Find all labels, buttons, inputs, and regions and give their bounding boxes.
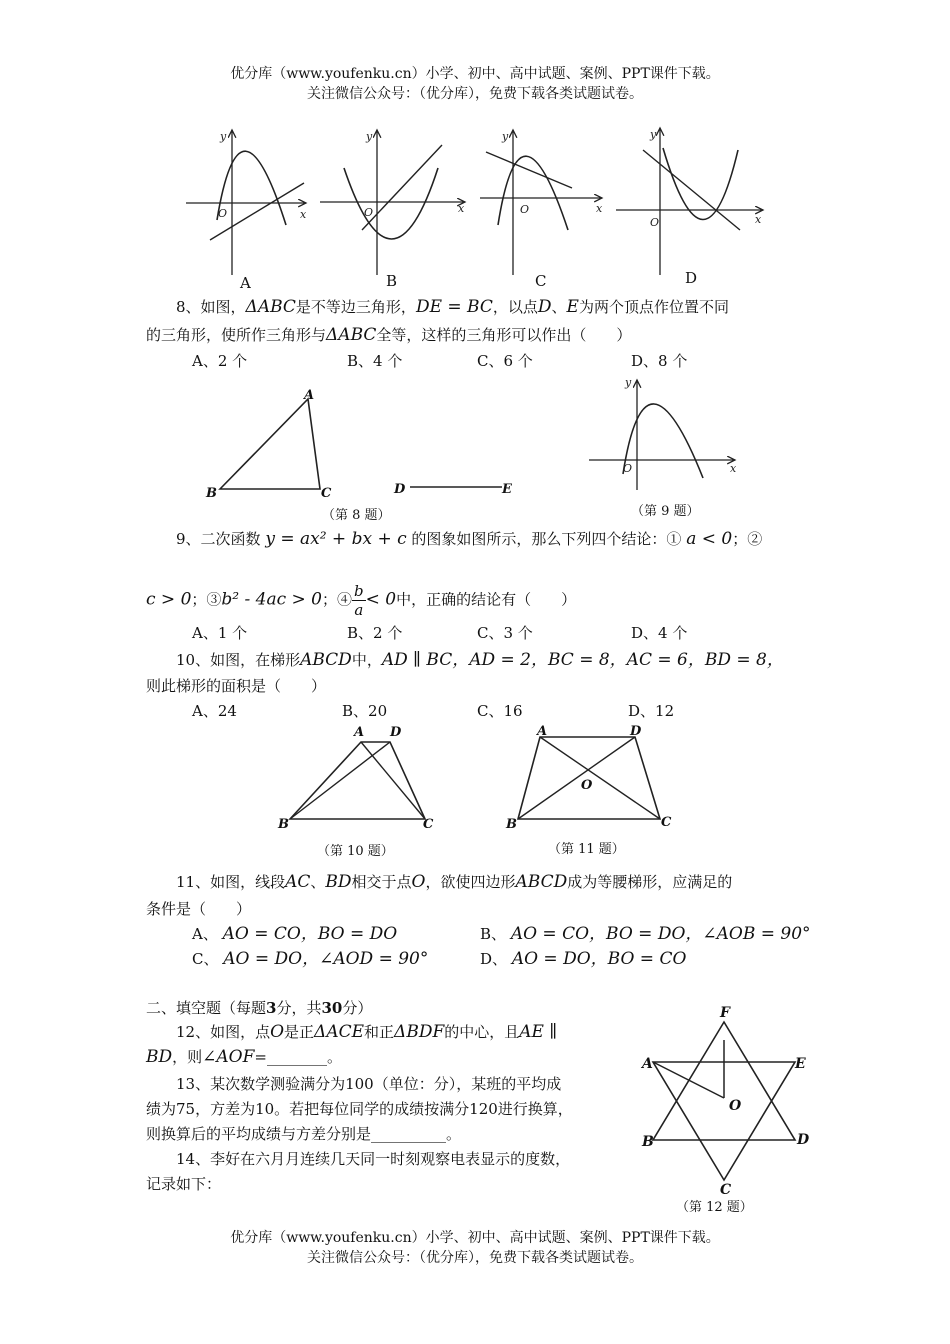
q11-pt-a: A — [537, 724, 548, 739]
q12-pt-a: A — [642, 1056, 653, 1072]
q10-caption: （第 10 题） — [317, 844, 394, 859]
q7-graph-d — [616, 128, 763, 275]
q7-label-a: A — [240, 274, 251, 292]
q8-option-c[interactable]: C、6 个 — [477, 352, 533, 370]
q8-pt-b: B — [206, 486, 217, 501]
q9-figure — [585, 372, 745, 492]
q8-option-b[interactable]: B、4 个 — [347, 352, 403, 370]
q9-option-b[interactable]: B、2 个 — [347, 624, 403, 642]
q7-graph-c — [480, 130, 602, 275]
q7-d-y-label: y — [650, 128, 657, 141]
q7-c-y-label: y — [502, 130, 509, 143]
q10-line-2: 则此梯形的面积是（ ） — [146, 677, 327, 695]
q10-pt-b: B — [278, 817, 289, 832]
q12-figure — [640, 1000, 815, 1200]
q7-a-x-label: x — [300, 208, 307, 221]
q7-c-origin: O — [520, 203, 530, 216]
q8-option-a[interactable]: A、2 个 — [192, 352, 248, 370]
q10-pt-d: D — [390, 725, 402, 740]
q7-graph-a — [186, 130, 306, 275]
q10-option-c[interactable]: C、16 — [477, 702, 523, 720]
q11-option-a[interactable]: A、 AO = CO，BO = DO — [192, 924, 398, 944]
q10-option-d[interactable]: D、12 — [628, 702, 675, 720]
q7-d-origin: O — [650, 216, 660, 229]
q8-pt-c: C — [321, 486, 332, 501]
q7-label-b: B — [386, 272, 398, 290]
page-footer — [0, 1228, 950, 1268]
q11-line-1: 11、如图，线段AC、BD相交于点O，欲使四边形ABCD成为等腰梯形，应满足的 — [176, 872, 733, 892]
q7-b-origin: O — [364, 206, 374, 219]
q9-option-a[interactable]: A、1 个 — [192, 624, 248, 642]
q8-option-d[interactable]: D、8 个 — [631, 352, 688, 370]
q7-c-x-label: x — [596, 202, 603, 215]
q8-line-1: 8、如图，ΔABC是不等边三角形，DE = BC，以点D、E为两个顶点作位置不同 — [176, 297, 729, 317]
q7-graph-b — [320, 130, 465, 275]
q9-fraction: $\frac{b}{a}$ — [354, 582, 364, 619]
q12-pt-c: C — [720, 1182, 732, 1198]
q7-d-x-label: x — [755, 213, 762, 226]
q13-line-2: 绩为75，方差为10。若把每位同学的成绩按满分120进行换算， — [146, 1100, 573, 1118]
q14-line-1: 14、李好在六月月连续几天同一时刻观察电表显示的度数， — [176, 1150, 571, 1168]
q8-pt-e: E — [502, 482, 512, 497]
section-2-title: 二、填空题（每题3分，共30分） — [146, 999, 373, 1017]
q12-pt-o: O — [729, 1098, 742, 1114]
q11-pt-o: O — [581, 778, 593, 793]
q14-line-2: 记录如下： — [146, 1175, 222, 1193]
q12-line-2: BD，则∠AOF=________。 — [146, 1047, 342, 1067]
q7-a-origin: O — [218, 207, 228, 220]
q12-line-1: 12、如图，点O是正ΔACE和正ΔBDF的中心，且AE ∥ — [176, 1022, 558, 1042]
q8-caption: （第 8 题） — [322, 508, 391, 523]
q9-x-label: x — [730, 462, 737, 475]
q8-line-2: 的三角形，使所作三角形与ΔABC全等，这样的三角形可以作出（ ） — [146, 325, 632, 345]
q13-line-1: 13、某次数学测验满分为100（单位：分），某班的平均成 — [176, 1075, 562, 1093]
q7-graph-options — [180, 120, 780, 295]
q7-label-c: C — [535, 272, 547, 290]
q9-option-d[interactable]: D、4 个 — [631, 624, 688, 642]
q11-option-b[interactable]: B、 AO = CO，BO = DO，∠AOB = 90° — [480, 924, 811, 944]
q11-option-d[interactable]: D、 AO = DO，BO = CO — [480, 949, 687, 969]
header-line-2: 关注微信公众号：（优分库），免费下载各类试题试卷。 — [307, 86, 643, 102]
q11-line-2: 条件是（ ） — [146, 900, 252, 918]
q11-pt-b: B — [506, 817, 517, 832]
q13-line-3: 则换算后的平均成绩与方差分别是__________。 — [146, 1125, 462, 1143]
q9-line-1: 9、二次函数 y = ax² + bx + c 的图象如图所示，那么下列四个结论：① a < 0；② — [176, 529, 763, 549]
q8-pt-a: A — [304, 388, 315, 403]
q12-pt-b: B — [642, 1134, 654, 1150]
q11-pt-d: D — [630, 724, 642, 739]
q7-label-d: D — [685, 269, 698, 287]
q9-option-c[interactable]: C、3 个 — [477, 624, 533, 642]
q9-caption: （第 9 题） — [631, 504, 700, 519]
footer-line-1: 优分库（www.youfenku.cn）小学、初中、高中试题、案例、PPT课件下载。 — [230, 1230, 720, 1246]
q8-pt-d: D — [394, 482, 406, 497]
q12-pt-f: F — [720, 1005, 730, 1021]
q9-line-2: c > 0；③b² - 4ac > 0；④ $\frac{b}{a}$ < 0中，正确的结论有（ ） — [146, 582, 577, 619]
q11-figure — [500, 722, 680, 834]
q10-option-b[interactable]: B、20 — [342, 702, 388, 720]
q11-caption: （第 11 题） — [548, 842, 625, 857]
q10-pt-c: C — [423, 817, 434, 832]
q7-a-y-label: y — [220, 130, 227, 143]
q11-option-c[interactable]: C、 AO = DO，∠AOD = 90° — [192, 949, 429, 969]
q9-y-label: y — [625, 376, 632, 389]
q10-line-1: 10、如图，在梯形ABCD中，AD ∥ BC，AD = 2，BC = 8，AC = 6，BD = 8， — [176, 650, 784, 670]
q10-option-a[interactable]: A、24 — [192, 702, 237, 720]
page-header — [0, 64, 950, 104]
q12-caption: （第 12 题） — [676, 1200, 753, 1215]
q12-pt-e: E — [795, 1056, 806, 1072]
q12-pt-d: D — [797, 1132, 810, 1148]
q9-origin: O — [623, 462, 633, 475]
footer-line-2: 关注微信公众号：（优分库），免费下载各类试题试卷。 — [307, 1250, 643, 1266]
q10-pt-a: A — [354, 725, 365, 740]
q7-b-x-label: x — [458, 202, 465, 215]
q10-figure — [270, 722, 445, 834]
header-line-1: 优分库（www.youfenku.cn）小学、初中、高中试题、案例、PPT课件下载。 — [230, 66, 720, 82]
q7-b-y-label: y — [366, 130, 373, 143]
q11-pt-c: C — [661, 815, 672, 830]
